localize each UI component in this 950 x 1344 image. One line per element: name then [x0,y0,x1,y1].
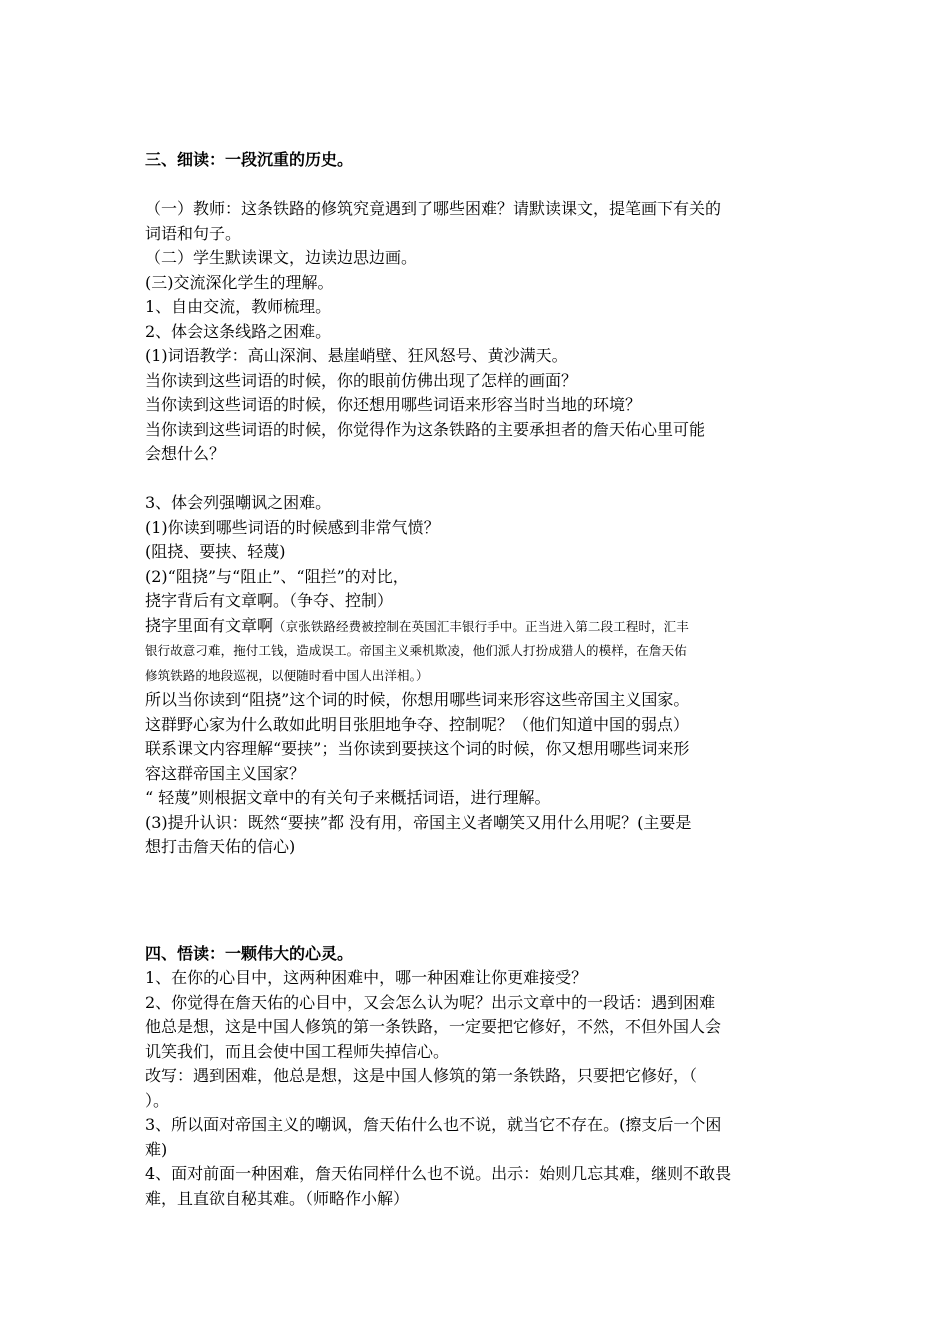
paragraph-line [145,614,810,640]
paragraph-line: (阻挠、要挟、轻蔑) [145,542,286,561]
paragraph-line: (三)交流深化学生的理解。 [145,272,334,292]
paragraph-line: (1)词语教学：高山深涧、悬崖峭壁、狂风怒号、黄沙满天。 [145,346,568,365]
document-body [145,148,810,1211]
paragraph-line: 难，且直欲自秘其难。（师略作小解） [145,1188,410,1208]
paragraph-line: 挠字背后有文章啊。（争夺、控制） [145,591,394,610]
paragraph-line: 2、你觉得在詹天佑的心目中，又会怎么认为呢？出示文章中的一段话：遇到困难 [145,992,716,1012]
paragraph-line: 当你读到这些词语的时候，你还想用哪些词语来形容当时当地的环境？ [145,395,642,414]
paragraph-line: 想打击詹天佑的信心) [145,837,296,856]
paragraph-line: (2)“阻挠”与“阻止”、“阻拦”的对比， [145,566,409,586]
paragraph-line: 当你读到这些词语的时候，你的眼前仿佛出现了怎样的画面？ [145,370,578,390]
paragraph-line: “ 轻蔑”则根据文章中的有关句子来概括词语，进行理解。 [145,788,551,807]
paragraph-line: 容这群帝国主义国家？ [145,763,306,783]
paragraph-text: 挠字里面有文章啊 [145,615,274,635]
paragraph-line: 会想什么？ [145,444,226,463]
section-3-heading: 三、细读：一段沉重的历史。 [145,150,354,169]
paragraph-line: 1、在你的心目中，这两种困难中，哪一种困难让你更难接受？ [145,968,588,987]
paragraph-line: （二）学生默读课文，边读边思边画。 [145,248,418,267]
paragraph-line: 所以当你读到“阻挠”这个词的时候，你想用哪些词来形容这些帝国主义国家。 [145,690,690,709]
paragraph-line: 这群野心家为什么敢如此明目张胆地争夺、控制呢？（他们知道中国的弱点） [145,714,690,734]
annotation-line: 修筑铁路的地段巡视，以便随时看中国人出洋相。） [145,667,429,683]
annotation-line: 银行故意刁难，拖付工钱，造成误工。帝国主义乘机欺凌，他们派人打扮成猎人的模样，在詹天佑 [145,643,687,658]
paragraph-line: 2、体会这条线路之困难。 [145,321,332,341]
paragraph-line: 改写：遇到困难，他总是想，这是中国人修筑的第一条铁路，只要把它修好，（ [145,1066,698,1085]
annotation-text: （京张铁路经费被控制在英国汇丰银行手中。正当进入第二段工程时，汇丰 [273,618,689,634]
paragraph-line: 3、所以面对帝国主义的嘲讽，詹天佑什么也不说，就当它不存在。(擦支后一个困 [145,1115,722,1134]
paragraph-line: 当你读到这些词语的时候，你觉得作为这条铁路的主要承担者的詹天佑心里可能 [145,419,706,439]
paragraph-line: ）。 [145,1090,170,1110]
paragraph-line: 3、体会列强嘲讽之困难。 [145,493,332,512]
paragraph-line: （一）教师：这条铁路的修筑究竟遇到了哪些困难？请默读课文，提笔画下有关的 [145,199,722,218]
paragraph-line: 联系课文内容理解“要挟”；当你读到要挟这个词的时候，你又想用哪些词来形 [145,739,690,758]
paragraph-line: 1、自由交流，教师梳理。 [145,297,332,316]
paragraph-line: 他总是想，这是中国人修筑的第一条铁路，一定要把它修好，不然，不但外国人会 [145,1017,722,1036]
paragraph-line: 难) [145,1139,168,1159]
paragraph-line: 讥笑我们，而且会使中国工程师失掉信心。 [145,1041,450,1061]
section-4-heading: 四、悟读：一颗伟大的心灵。 [145,943,354,963]
paragraph-line: (1)你读到哪些词语的时候感到非常气愤？ [145,517,440,537]
paragraph-line: 4、面对前面一种困难，詹天佑同样什么也不说。出示：始则几忘其难，继则不敢畏 [145,1164,732,1183]
paragraph-line: 词语和句子。 [145,223,242,243]
paragraph-line: (3)提升认识：既然“要挟”都 没有用，帝国主义者嘲笑又用什么用呢？(主要是 [145,812,692,832]
